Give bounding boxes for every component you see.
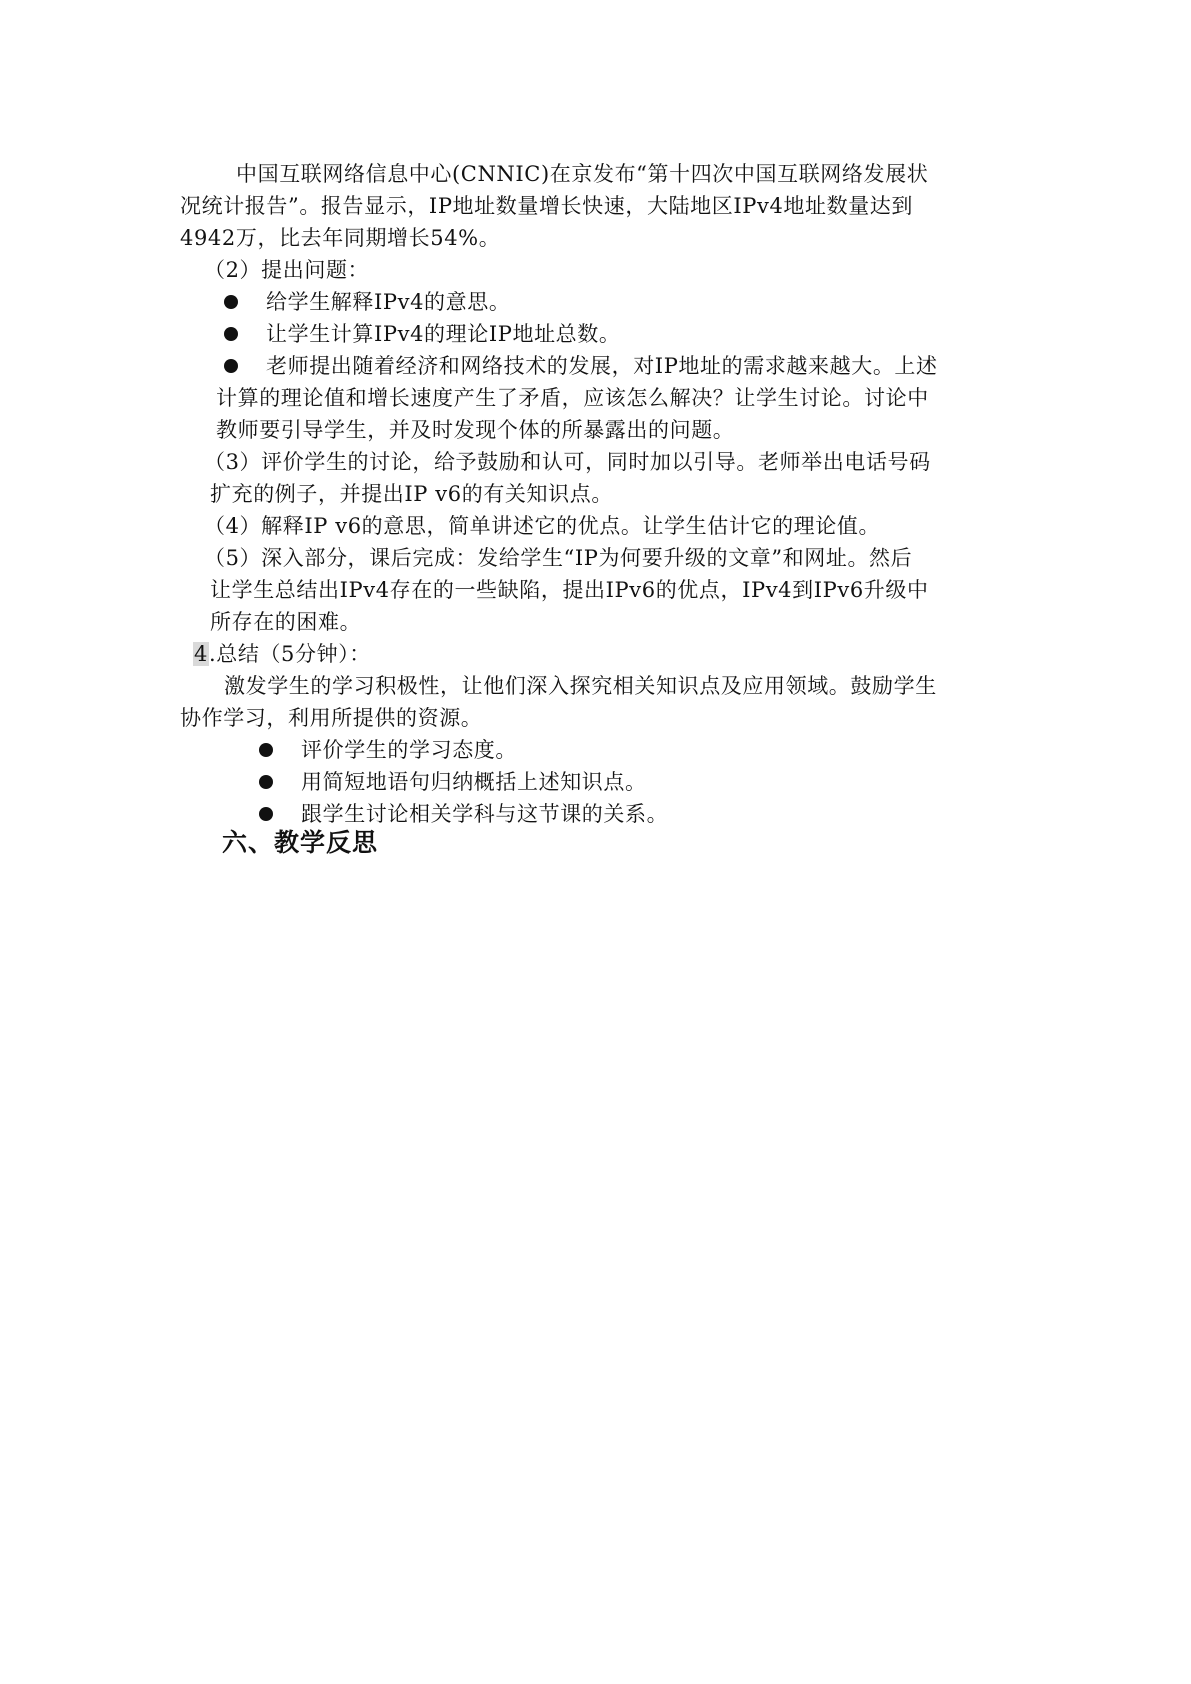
bullet-text: 让学生计算IPv4的理论IP地址总数。 bbox=[266, 322, 621, 346]
bullet-dot-icon bbox=[259, 743, 273, 757]
intro-line-2: 况统计报告”。报告显示，IP地址数量增长快速，大陆地区IPv4地址数量达到 bbox=[180, 194, 914, 218]
summary-title-text: .总结（5分钟）： bbox=[208, 642, 371, 666]
bullet-text: 评价学生的学习态度。 bbox=[301, 738, 517, 762]
step-5-line-3: 所存在的困难。 bbox=[210, 610, 362, 634]
step-2-bullet-3 bbox=[224, 350, 1014, 382]
step-4-line-1: （4）解释IP v6的意思，简单讲述它的优点。让学生估计它的理论值。 bbox=[204, 514, 881, 538]
bullet-text: 跟学生讨论相关学科与这节课的关系。 bbox=[301, 802, 669, 826]
summary-para-line-2: 协作学习，利用所提供的资源。 bbox=[180, 706, 483, 730]
step-2-bullet-3-continuation-2: 教师要引导学生，并及时发现个体的所暴露出的问题。 bbox=[216, 418, 735, 442]
bullet-dot-icon bbox=[224, 295, 238, 309]
summary-title bbox=[193, 638, 371, 670]
step-2-bullet-3-continuation-1: 计算的理论值和增长速度产生了矛盾，应该怎么解决？让学生讨论。讨论中 bbox=[216, 386, 929, 410]
bullet-text: 用简短地语句归纳概括上述知识点。 bbox=[301, 770, 647, 794]
step-3-line-1: （3）评价学生的讨论，给予鼓励和认可，同时加以引导。老师举出电话号码 bbox=[204, 450, 931, 474]
summary-bullet-2 bbox=[259, 766, 859, 798]
step-5-line-1: （5）深入部分，课后完成：发给学生“IP为何要升级的文章”和网址。然后 bbox=[204, 546, 913, 570]
step-2-title: （2）提出问题： bbox=[204, 258, 370, 282]
bullet-dot-icon bbox=[259, 775, 273, 789]
bullet-text: 老师提出随着经济和网络技术的发展，对IP地址的需求越来越大。上述 bbox=[266, 354, 938, 378]
step-2-bullet-1 bbox=[224, 286, 984, 318]
bullet-dot-icon bbox=[224, 327, 238, 341]
summary-number: 4 bbox=[194, 642, 208, 666]
intro-line-1: 中国互联网络信息中心(CNNIC)在京发布“第十四次中国互联网络发展状 bbox=[236, 162, 929, 186]
summary-para-line-1: 激发学生的学习积极性，让他们深入探究相关知识点及应用领域。鼓励学生 bbox=[224, 674, 937, 698]
step-2-bullet-2 bbox=[224, 318, 984, 350]
step-5-line-2: 让学生总结出IPv4存在的一些缺陷，提出IPv6的优点，IPv4到IPv6升级中 bbox=[210, 578, 929, 602]
bullet-text: 给学生解释IPv4的意思。 bbox=[266, 290, 511, 314]
section-heading: 六、教学反思 bbox=[222, 828, 379, 857]
step-3-line-2: 扩充的例子，并提出IP v6的有关知识点。 bbox=[210, 482, 613, 506]
bullet-dot-icon bbox=[224, 359, 238, 373]
bullet-dot-icon bbox=[259, 807, 273, 821]
intro-line-3: 4942万，比去年同期增长54%。 bbox=[180, 226, 501, 250]
summary-bullet-1 bbox=[259, 734, 859, 766]
